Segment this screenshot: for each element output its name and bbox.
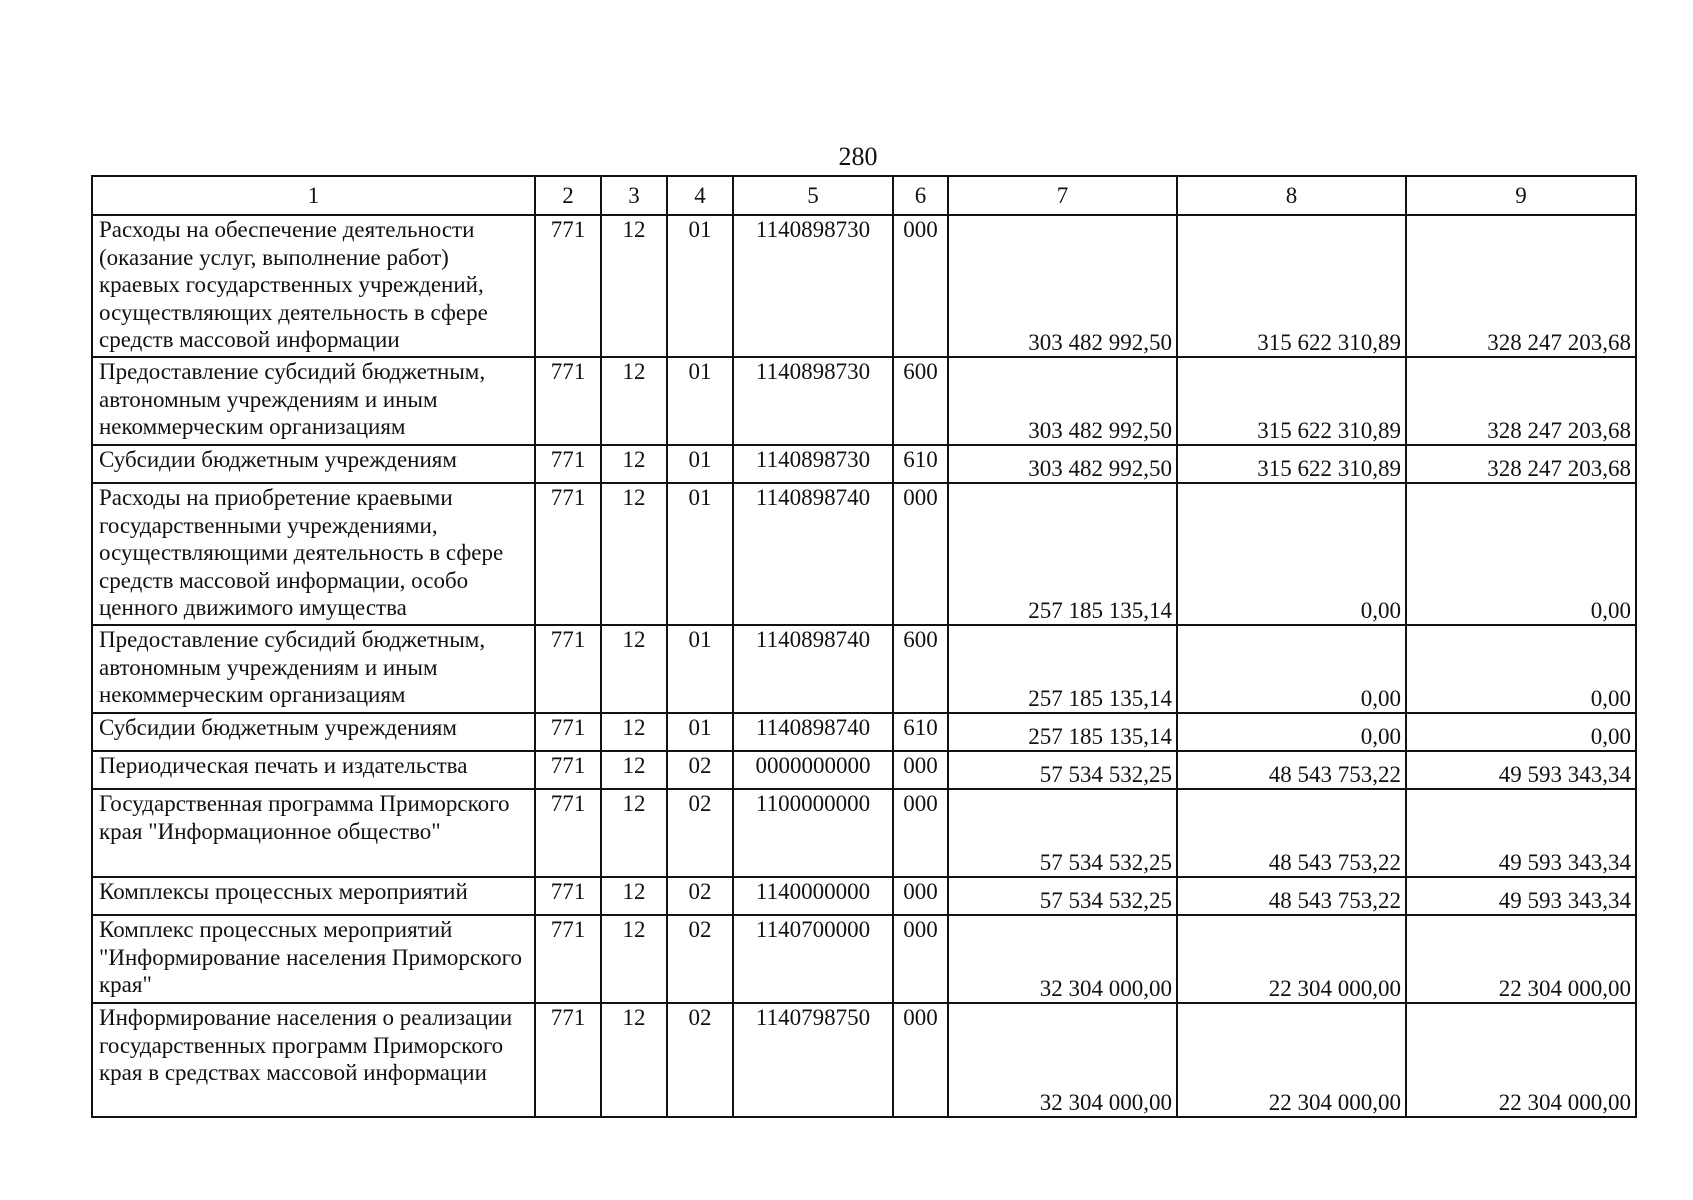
header-cell-3: 3 <box>601 176 667 215</box>
header-cell-1: 1 <box>92 176 535 215</box>
section-code-cell: 12 <box>601 751 667 789</box>
subsection-code-cell: 01 <box>667 713 733 751</box>
ministry-code-cell: 771 <box>535 915 601 1003</box>
target-article-cell: 1140898740 <box>733 625 893 713</box>
section-code-cell: 12 <box>601 1003 667 1117</box>
expense-type-cell: 000 <box>893 483 948 625</box>
amount-year3-cell: 0,00 <box>1406 483 1636 625</box>
expense-name-cell: Субсидии бюджетным учреждениям <box>92 713 535 751</box>
target-article-cell: 1140700000 <box>733 915 893 1003</box>
amount-year2-cell: 48 543 753,22 <box>1177 877 1406 915</box>
amount-year3-cell: 328 247 203,68 <box>1406 215 1636 357</box>
expense-name-cell: Комплекс процессных мероприятий "Информирование населения Приморского края" <box>92 915 535 1003</box>
expense-name-cell: Предоставление субсидий бюджетным, автономным учреждениям и иным некоммерческим организациям <box>92 625 535 713</box>
ministry-code-cell: 771 <box>535 215 601 357</box>
header-cell-7: 7 <box>948 176 1177 215</box>
expense-name-cell: Расходы на приобретение краевыми государственными учреждениями, осуществляющими деятельность в сфере средств массовой информации, особо ценного движимого имущества <box>92 483 535 625</box>
section-code-cell: 12 <box>601 483 667 625</box>
ministry-code-cell: 771 <box>535 483 601 625</box>
amount-year3-cell: 49 593 343,34 <box>1406 789 1636 877</box>
ministry-code-cell: 771 <box>535 877 601 915</box>
subsection-code-cell: 02 <box>667 877 733 915</box>
expense-type-cell: 000 <box>893 215 948 357</box>
expense-type-cell: 000 <box>893 877 948 915</box>
expense-name-cell: Комплексы процессных мероприятий <box>92 877 535 915</box>
ministry-code-cell: 771 <box>535 713 601 751</box>
expense-type-cell: 610 <box>893 713 948 751</box>
amount-year2-cell: 0,00 <box>1177 483 1406 625</box>
expense-type-cell: 000 <box>893 1003 948 1117</box>
amount-year3-cell: 22 304 000,00 <box>1406 915 1636 1003</box>
target-article-cell: 1140898730 <box>733 445 893 483</box>
table-row <box>92 789 1636 877</box>
page-number: 280 <box>838 142 878 171</box>
amount-year1-cell: 257 185 135,14 <box>948 713 1177 751</box>
target-article-cell: 1140798750 <box>733 1003 893 1117</box>
target-article-cell: 1100000000 <box>733 789 893 877</box>
amount-year1-cell: 303 482 992,50 <box>948 357 1177 445</box>
expense-name-cell: Информирование населения о реализации государственных программ Приморского края в средствах массовой информации <box>92 1003 535 1117</box>
amount-year1-cell: 57 534 532,25 <box>948 751 1177 789</box>
subsection-code-cell: 01 <box>667 215 733 357</box>
section-code-cell: 12 <box>601 215 667 357</box>
ministry-code-cell: 771 <box>535 445 601 483</box>
table-row <box>92 625 1636 713</box>
subsection-code-cell: 01 <box>667 357 733 445</box>
header-cell-9: 9 <box>1406 176 1636 215</box>
subsection-code-cell: 01 <box>667 625 733 713</box>
section-code-cell: 12 <box>601 789 667 877</box>
expense-name-cell: Государственная программа Приморского края "Информационное общество" <box>92 789 535 877</box>
subsection-code-cell: 02 <box>667 751 733 789</box>
target-article-cell: 1140898730 <box>733 215 893 357</box>
header-cell-8: 8 <box>1177 176 1406 215</box>
section-code-cell: 12 <box>601 357 667 445</box>
expense-type-cell: 600 <box>893 625 948 713</box>
target-article-cell: 1140898730 <box>733 357 893 445</box>
amount-year2-cell: 22 304 000,00 <box>1177 915 1406 1003</box>
section-code-cell: 12 <box>601 915 667 1003</box>
table-row <box>92 215 1636 357</box>
section-code-cell: 12 <box>601 877 667 915</box>
table-row <box>92 877 1636 915</box>
amount-year1-cell: 303 482 992,50 <box>948 215 1177 357</box>
section-code-cell: 12 <box>601 445 667 483</box>
expense-type-cell: 000 <box>893 915 948 1003</box>
expense-name-cell: Расходы на обеспечение деятельности (оказание услуг, выполнение работ) краевых государственных учреждений, осуществляющих деятельность в сфере средств массовой информации <box>92 215 535 357</box>
amount-year3-cell: 49 593 343,34 <box>1406 751 1636 789</box>
amount-year2-cell: 0,00 <box>1177 713 1406 751</box>
amount-year1-cell: 32 304 000,00 <box>948 1003 1177 1117</box>
amount-year3-cell: 22 304 000,00 <box>1406 1003 1636 1117</box>
amount-year2-cell: 0,00 <box>1177 625 1406 713</box>
ministry-code-cell: 771 <box>535 789 601 877</box>
ministry-code-cell: 771 <box>535 751 601 789</box>
subsection-code-cell: 02 <box>667 915 733 1003</box>
subsection-code-cell: 02 <box>667 1003 733 1117</box>
table-row <box>92 751 1636 789</box>
amount-year3-cell: 49 593 343,34 <box>1406 877 1636 915</box>
expense-type-cell: 600 <box>893 357 948 445</box>
subsection-code-cell: 01 <box>667 483 733 625</box>
table-row <box>92 483 1636 625</box>
amount-year2-cell: 315 622 310,89 <box>1177 215 1406 357</box>
target-article-cell: 1140898740 <box>733 713 893 751</box>
amount-year3-cell: 328 247 203,68 <box>1406 357 1636 445</box>
table-row <box>92 915 1636 1003</box>
expense-type-cell: 610 <box>893 445 948 483</box>
amount-year2-cell: 48 543 753,22 <box>1177 751 1406 789</box>
ministry-code-cell: 771 <box>535 625 601 713</box>
table-row <box>92 1003 1636 1117</box>
amount-year2-cell: 48 543 753,22 <box>1177 789 1406 877</box>
section-code-cell: 12 <box>601 713 667 751</box>
amount-year1-cell: 57 534 532,25 <box>948 789 1177 877</box>
expense-type-cell: 000 <box>893 789 948 877</box>
amount-year3-cell: 0,00 <box>1406 625 1636 713</box>
budget-table <box>91 175 1637 1118</box>
table-row <box>92 713 1636 751</box>
header-cell-5: 5 <box>733 176 893 215</box>
target-article-cell: 1140898740 <box>733 483 893 625</box>
table-row <box>92 357 1636 445</box>
target-article-cell: 0000000000 <box>733 751 893 789</box>
amount-year1-cell: 257 185 135,14 <box>948 483 1177 625</box>
amount-year1-cell: 32 304 000,00 <box>948 915 1177 1003</box>
ministry-code-cell: 771 <box>535 357 601 445</box>
header-cell-4: 4 <box>667 176 733 215</box>
header-cell-2: 2 <box>535 176 601 215</box>
amount-year1-cell: 57 534 532,25 <box>948 877 1177 915</box>
subsection-code-cell: 01 <box>667 445 733 483</box>
expense-name-cell: Периодическая печать и издательства <box>92 751 535 789</box>
amount-year3-cell: 328 247 203,68 <box>1406 445 1636 483</box>
expense-name-cell: Субсидии бюджетным учреждениям <box>92 445 535 483</box>
expense-name-cell: Предоставление субсидий бюджетным, автономным учреждениям и иным некоммерческим организациям <box>92 357 535 445</box>
amount-year2-cell: 315 622 310,89 <box>1177 445 1406 483</box>
subsection-code-cell: 02 <box>667 789 733 877</box>
section-code-cell: 12 <box>601 625 667 713</box>
amount-year1-cell: 303 482 992,50 <box>948 445 1177 483</box>
expense-type-cell: 000 <box>893 751 948 789</box>
amount-year1-cell: 257 185 135,14 <box>948 625 1177 713</box>
header-row <box>92 176 1636 215</box>
target-article-cell: 1140000000 <box>733 877 893 915</box>
ministry-code-cell: 771 <box>535 1003 601 1117</box>
amount-year2-cell: 315 622 310,89 <box>1177 357 1406 445</box>
amount-year3-cell: 0,00 <box>1406 713 1636 751</box>
table-row <box>92 445 1636 483</box>
amount-year2-cell: 22 304 000,00 <box>1177 1003 1406 1117</box>
header-cell-6: 6 <box>893 176 948 215</box>
